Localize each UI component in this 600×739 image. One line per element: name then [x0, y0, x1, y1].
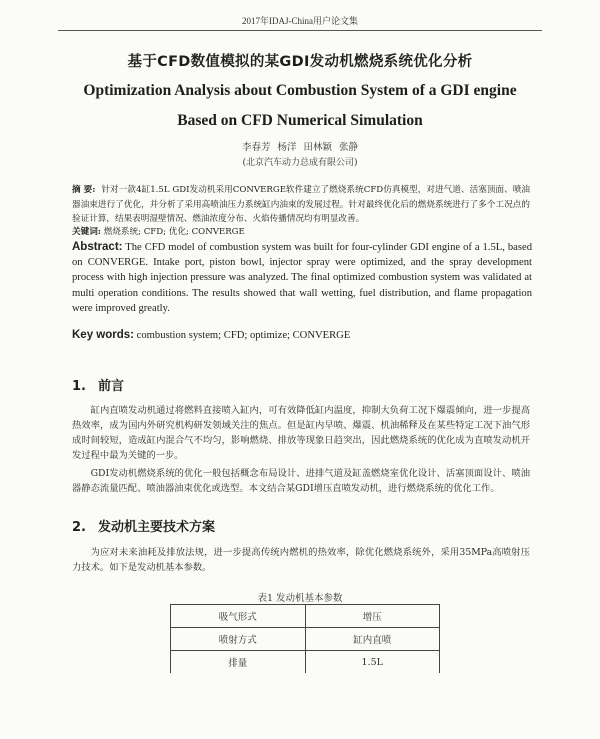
paper-title-en-line1: Optimization Analysis about Combustion System of a GDI engine [83, 82, 517, 99]
paper-title-cn: 基于CFD数值模拟的某GDI发动机燃烧系统优化分析 [127, 54, 473, 70]
abstract-cn-text: 针对一款4缸1.5L GDI发动机采用CONVERGE软件建立了燃烧系统CFD仿真模型，对进气道、活塞顶面、喷油器油束进行了优化，并分析了采用高喷油压力系统缸内油束的发展过程。针对最终优化后的燃烧系统进行了多个工况点的验证计算，结果表明湿壁情况、燃油浓度分布、火焰传播情况均有明显改善。 [72, 185, 530, 224]
abstract-en-text: The CFD model of combustion system was built for four-cylinder GDI engine of a 1.5L, based on CONVERGE. Intake port, piston bowl, injector spray were optimized, and the spray development process with high injection pressure was analyzed. The final optimized combustion system was validated at multi operation conditions. The results showed that wall wetting, fuel distribution, and flame propagation were improved greatly. [72, 242, 532, 314]
keywords-en-label: Key words: [72, 329, 134, 341]
section-1-paragraph-1: 缸内直喷发动机通过将燃料直接喷入缸内，可有效降低缸内温度，抑制大负荷工况下爆震倾向，进一步提高热效率，成为国内外研究机构研发领域关注的焦点。但是缸内早喷、爆震、机油稀释及在某些特定工况下油气形成时间较短，造成缸内混合气不均匀，影响燃烧、排放等现象日趋突出，因此燃烧系统的优化成为直喷发动机开发过程中最为关键的一步。 [72, 405, 530, 461]
section-2-number: 2. [72, 520, 86, 535]
table-cell-value: 增压 [305, 605, 440, 628]
section-1-number: 1. [72, 379, 86, 394]
affiliation: (北京汽车动力总成有限公司) [242, 158, 358, 168]
paper-title-en-line2: Based on CFD Numerical Simulation [177, 112, 423, 129]
section-2-paragraph-1: 为应对未来油耗及排放法规，进一步提高传统内燃机的热效率，除优化燃烧系统外，采用35MPa高喷射压力技术。如下是发动机基本参数。 [72, 547, 530, 573]
abstract-cn-label: 摘 要: [72, 185, 96, 195]
abstract-cn [72, 183, 530, 227]
keywords-en [72, 329, 532, 341]
table-cell-value: 缸内直喷 [305, 628, 440, 651]
table-row [171, 651, 440, 674]
table-1-caption: 表1 发动机基本参数 [257, 593, 343, 604]
section-2-heading [72, 516, 215, 535]
abstract-en-label: Abstract: [72, 241, 123, 253]
running-header: 2017年IDAJ-China用户论文集 [58, 14, 542, 31]
section-1-title: 前言 [97, 379, 124, 394]
table-cell-param: 排量 [171, 651, 306, 674]
keywords-cn-text: 燃烧系统; CFD; 优化; CONVERGE [103, 227, 245, 237]
authors: 李春芳 杨洋 田林颖 张静 [241, 142, 359, 153]
table-cell-param: 吸气形式 [171, 605, 306, 628]
abstract-en [72, 240, 532, 316]
keywords-cn [72, 225, 530, 237]
keywords-cn-label: 关键词: [72, 227, 101, 237]
section-1-heading [72, 375, 124, 394]
section-2-title: 发动机主要技术方案 [97, 520, 215, 535]
keywords-en-text: combustion system; CFD; optimize; CONVERGE [136, 330, 351, 341]
table-cell-value: 1.5L [305, 651, 440, 674]
section-1-paragraph-2: GDI发动机燃烧系统的优化一般包括概念布局设计、进排气道及缸盖燃烧室优化设计、活塞顶面设计、喷油器静态流量匹配、喷油器油束优化或选型。本文结合某GDI增压直喷发动机，进行燃烧系统的优化工作。 [72, 468, 530, 494]
table-row [171, 628, 440, 651]
table-cell-param: 喷射方式 [171, 628, 306, 651]
table-1 [170, 604, 440, 673]
table-row [171, 605, 440, 628]
